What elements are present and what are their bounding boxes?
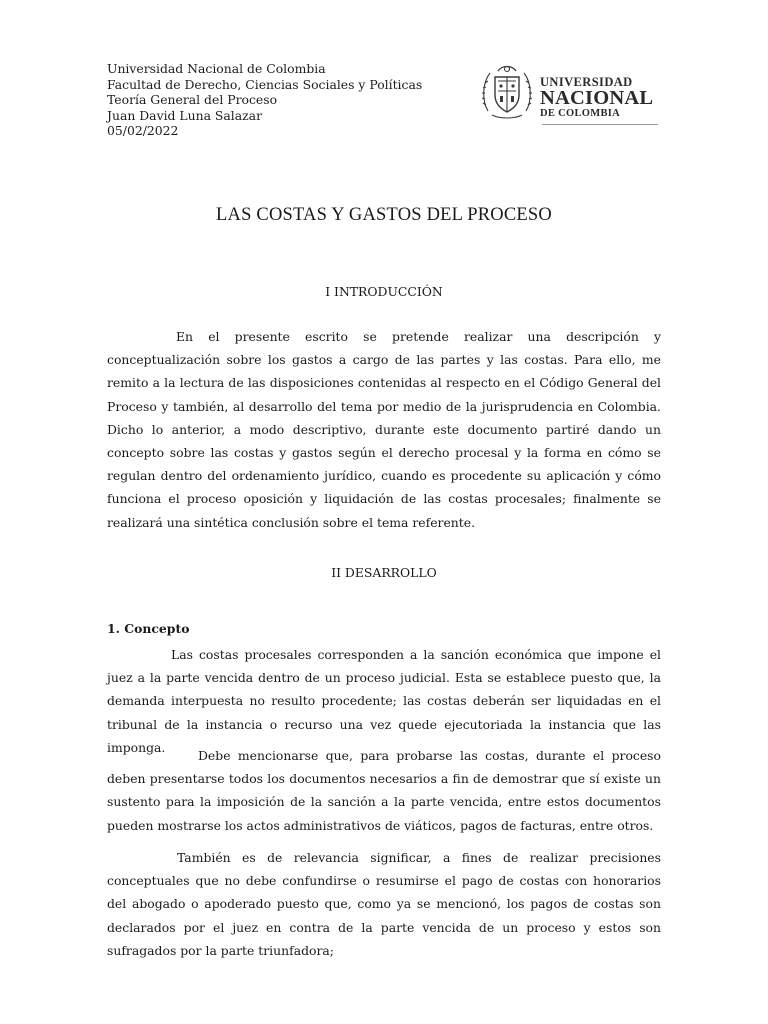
logo-divider (542, 124, 658, 125)
university-logo (478, 58, 662, 132)
section-heading-desarrollo: II DESARROLLO (331, 565, 437, 580)
document-header (107, 61, 422, 139)
section-heading-introduccion: I INTRODUCCIÓN (325, 284, 443, 299)
faculty-name: Facultad de Derecho, Ciencias Sociales y Políticas (107, 76, 423, 92)
logo-line-de-colombia: DE COLOMBIA (540, 108, 621, 119)
logo-line-nacional: NACIONAL (540, 87, 654, 109)
document-title: LAS COSTAS Y GASTOS DEL PROCESO (216, 205, 552, 225)
concept-paragraph-3: También es de relevancia significar, a fines de realizar precisiones conceptuales que no debe confundirse o resumirse el pago de costas con honorarios del abogado o apoderado puesto que, como ya se mencionó, los pagos de costas son declarados por el juez en contra de la parte vencida de un proceso y estos son sufragados por la parte triunfadora; (107, 850, 661, 958)
course-name: Teoría General del Proceso (107, 92, 278, 108)
logo-line-universidad: UNIVERSIDAD (540, 75, 633, 89)
university-name: Universidad Nacional de Colombia (107, 61, 326, 76)
subheading-concepto: 1. Concepto (107, 621, 190, 636)
document-date: 05/02/2022 (107, 123, 179, 139)
university-seal-icon (480, 61, 534, 121)
intro-paragraph: En el presente escrito se pretende realizar una descripción y conceptualización sobre los gastos a cargo de las partes y las costas. Para ello, me remito a la lectura de las disposiciones contenidas al respecto en el Código General del Proceso y también, al desarrollo del tema por medio de la jurisprudencia en Colombia. Dicho lo anterior, a modo descriptivo, durante este documento partiré dando un concepto sobre las costas y gastos según el derecho procesal y la forma en cómo se regulan dentro del ordenamiento jurídico, cuando es procedente su aplicación y cómo funciona el proceso oposición y liquidación de las costas procesales; finalmente se realizará una sintética conclusión sobre el tema referente. (107, 329, 661, 530)
concept-paragraph-1: Las costas procesales corresponden a la sanción económica que impone el juez a la parte vencida dentro de un proceso judicial. Esta se establece puesto que, la demanda interpuesta no resulto procedente; las costas deberán ser liquidadas en el tribunal de la instancia o recurso una vez quede ejecutoriada la instancia que las imponga. (107, 647, 661, 755)
logo-wordmark (540, 76, 653, 119)
concept-paragraph-2: Debe mencionarse que, para probarse las costas, durante el proceso deben presentarse todos los documentos necesarios a fin de demostrar que sí existe un sustento para la imposición de la sanción a la parte vencida, entre estos documentos pueden mostrarse los actos administrativos de viáticos, pagos de facturas, entre otros. (107, 748, 661, 833)
author-name: Juan David Luna Salazar (107, 107, 262, 123)
